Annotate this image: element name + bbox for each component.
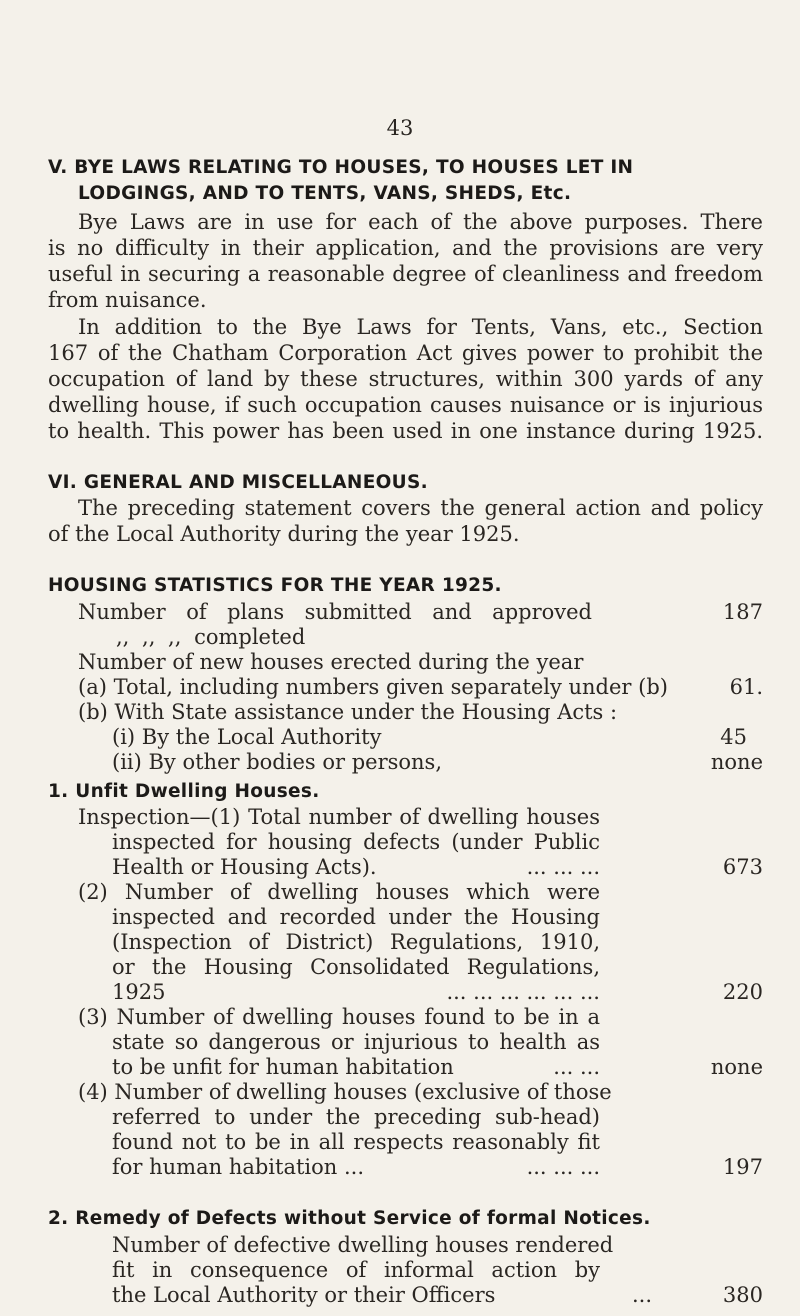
section-v-heading-line1: V. BYE LAWS RELATING TO HOUSES, TO HOUSES LET IN [48,157,634,178]
new-houses-b-i-label: (i) By the Local Authority [112,725,382,749]
new-houses-b-i-value: 45 [720,725,747,749]
unfit-item2-line: (Inspection of District) Regulations, 1910, [112,930,600,954]
unfit-item2-value: 220 [722,980,763,1004]
section-vi-line: The preceding statement covers the general action and policy [78,496,763,520]
unfit-item2-line: (2) Number of dwelling houses which were [78,880,600,904]
unfit-item4-value: 197 [722,1155,763,1179]
plans-submitted-label: Number of plans submitted and approved [78,600,592,624]
plans-completed-label: ,, ,, ,, completed [116,625,306,649]
unfit-item4-final-row [112,1154,600,1180]
remedy-heading: 2. Remedy of Defects without Service of formal Notices. [48,1208,651,1229]
unfit-item4-line: referred to under the preceding sub-head) [112,1105,600,1129]
unfit-item4-line: for human habitation ... [112,1155,364,1179]
section-v-p1-line: is no difficulty in their application, and the provisions are very [48,236,763,260]
unfit-item4-line: found not to be in all respects reasonably fit [112,1130,600,1154]
unfit-item3-line: (3) Number of dwelling houses found to be in a [78,1005,600,1029]
leader-dots: ... ... ... [526,855,600,879]
section-v-p1-line: Bye Laws are in use for each of the above purposes. There [78,210,763,234]
section-v-p2-line: to health. This power has been used in one instance during 1925. [48,419,763,443]
unfit-item3-line: to be unfit for human habitation [112,1055,454,1079]
unfit-item1-line: Health or Housing Acts). [112,855,377,879]
unfit-item3-line: state so dangerous or injurious to health as [112,1030,600,1054]
section-v-p2-line: occupation of land by these structures, within 300 yards of any [48,367,763,391]
new-houses-a-label: (a) Total, including numbers given separately under (b) [78,675,668,699]
remedy-line: fit in consequence of informal action by [112,1258,600,1282]
section-v-p2-line: 167 of the Chatham Corporation Act gives power to prohibit the [48,341,763,365]
unfit-heading: 1. Unfit Dwelling Houses. [48,781,320,802]
new-houses-label: Number of new houses erected during the year [78,650,584,674]
section-v-p2-line: dwelling house, if such occupation causes nuisance or is injurious [48,393,763,417]
section-v-p1-line: from nuisance. [48,288,207,312]
remedy-line: Number of defective dwelling houses rendered [112,1233,614,1257]
section-v-p1-line: useful in securing a reasonable degree of cleanliness and freedom [48,262,763,286]
leader-dots: ... ... ... [526,1155,600,1179]
remedy-final-row [112,1282,652,1308]
unfit-item2-line: 1925 [112,980,166,1004]
plans-submitted-value: 187 [722,600,763,624]
unfit-item1-value: 673 [722,855,763,879]
new-houses-b-ii-value: none [710,750,763,774]
unfit-item4-line: (4) Number of dwelling houses (exclusive of those [78,1080,612,1104]
unfit-item2-final-row [112,979,600,1005]
section-v-p2-line: In addition to the Bye Laws for Tents, Vans, etc., Section [78,315,763,339]
new-houses-b-ii-label: (ii) By other bodies or persons, [112,750,443,774]
unfit-item2-line: or the Housing Consolidated Regulations, [112,955,600,979]
unfit-item3-value: none [710,1055,763,1079]
section-vi-heading: VI. GENERAL AND MISCELLANEOUS. [48,472,428,493]
remedy-line: the Local Authority or their Officers [112,1283,496,1307]
section-v-heading-line2: LODGINGS, AND TO TENTS, VANS, SHEDS, Etc. [78,183,572,204]
unfit-item1-line: Inspection—(1) Total number of dwelling houses [78,805,600,829]
unfit-item3-final-row [112,1054,600,1080]
leader-dots: ... ... [553,1055,600,1079]
page-number: 43 [386,116,414,140]
new-houses-a-value: 61. [729,675,763,699]
leader-dots: ... ... ... ... ... ... [446,980,600,1004]
leader-dots: ... [631,1283,652,1307]
unfit-item1-final-row [112,854,600,880]
unfit-item2-line: inspected and recorded under the Housing [112,905,600,929]
new-houses-b-label: (b) With State assistance under the Housing Acts : [78,700,618,724]
section-vi-line: of the Local Authority during the year 1925. [48,522,520,546]
unfit-item1-line: inspected for housing defects (under Public [112,830,600,854]
housing-stats-heading: HOUSING STATISTICS FOR THE YEAR 1925. [48,575,502,596]
remedy-value: 380 [722,1283,763,1307]
